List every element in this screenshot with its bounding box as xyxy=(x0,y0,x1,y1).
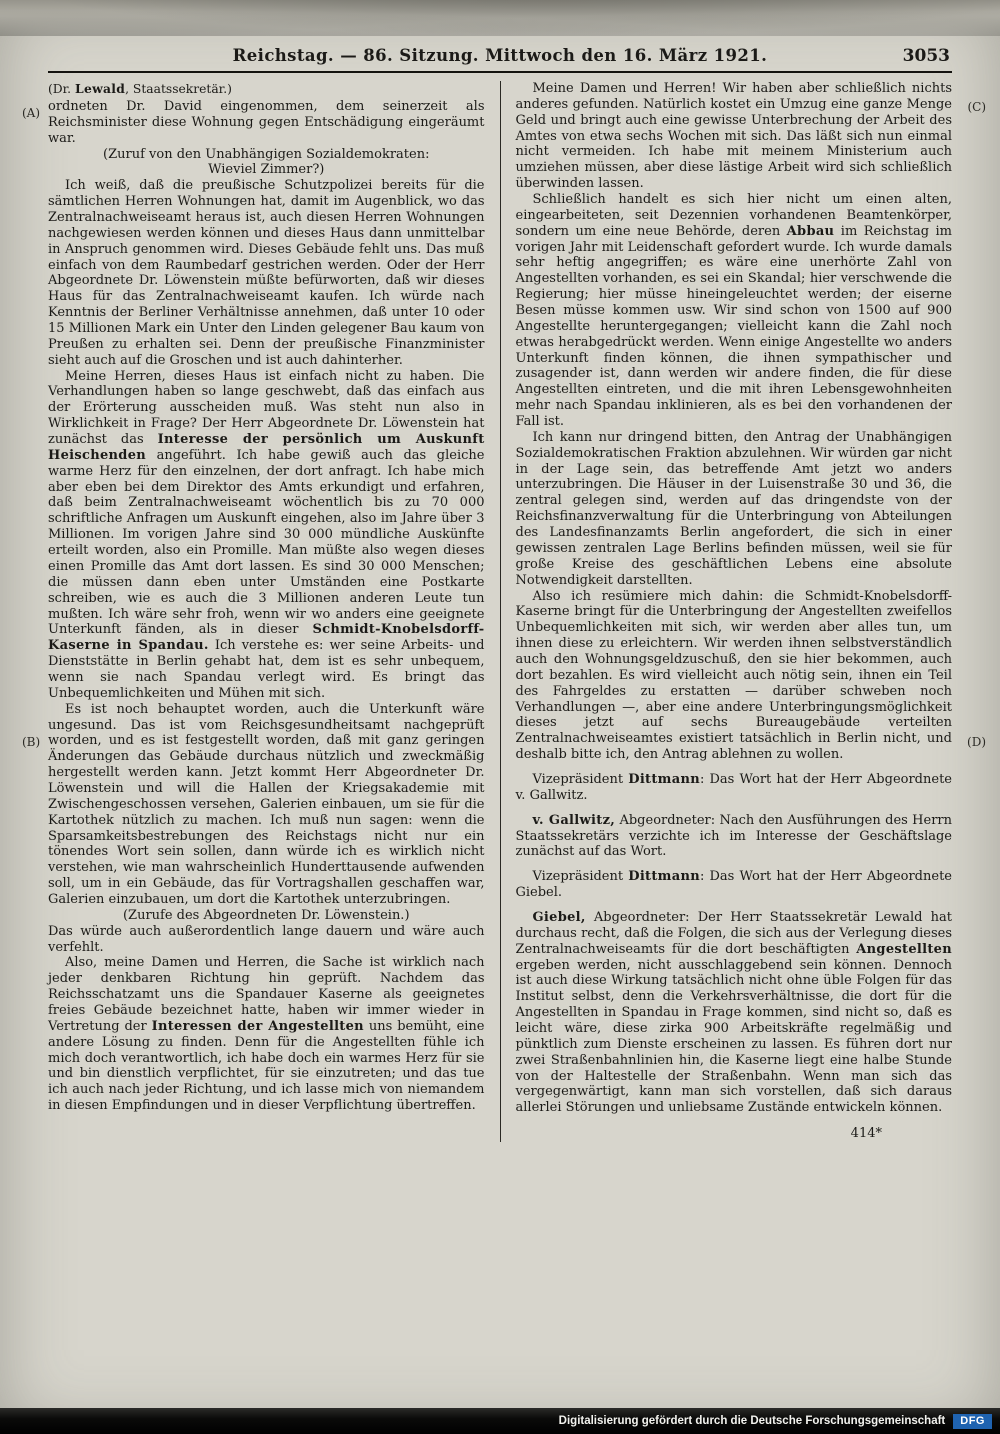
margin-marker-b: (B) xyxy=(22,735,41,749)
paragraph: ordneten Dr. David eingenommen, dem seinerzeit als Reichsminister diese Wohnung gegen Entschädigung eingeräumt war. xyxy=(48,99,485,146)
margin-marker-a: (A) xyxy=(22,106,41,120)
column-left xyxy=(48,81,500,1142)
paragraph: Giebel, Abgeordneter: Der Herr Staatssekretär Lewald hat durchaus recht, daß die Folgen, die sich aus der Verlegung dieses Zentralnachweiseamts für die dort beschäftigten Angestellten ergeben werden, nicht ausschlaggebend sein können. Dennoch ist auch diese Wirkung tatsächlich nicht ohne üble Folgen für das Institut selbst, denn die Verkehrsverhältnisse, die dort für die Angestellten in Spandau in Frage kommen, sind nicht so, daß es leicht wäre, diese zirka 900 Arbeitskräfte regelmäßig und pünktlich zum Dienste erscheinen zu lassen. Es führen dort nur zwei Straßenbahnlinien hin, die Kaserne liegt eine halbe Stunde von der Haltestelle der Straßenbahn. Wenn man sich das vergegenwärtigt, kann man sich vorstellen, daß sich daraus allerlei Störungen und unliebsame Zustände entwickeln können. xyxy=(515,909,952,1116)
paragraph: Schließlich handelt es sich hier nicht um einen alten, eingearbeiteten, seit Dezennien vorhandenen Beamtenkörper, sondern um eine neue Behörde, deren Abbau im Reichstag im vorigen Jahr mit Leidenschaft gefordert wurde. Ich wurde damals sehr heftig angegriffen; es wäre eine unerhörte Zahl von Angestellten vorhanden, es sei ein Skandal; hier verschwende die Regierung; hier müsse hineingeleuchtet werden; der eiserne Besen müsse kommen usw. Wir sind schon von 1500 auf 900 Angestellte heruntergegangen; vielleicht kann die Zahl noch etwas herabgedrückt werden. Wenn einige Angestellte wo anders Unterkunft finden können, die ihnen sympathischer und zusagender ist, dann werden wir andere finden, die für diese Angestellten eintreten, und die mit ihren Lebensgewohnheiten mehr nach Spandau inklinieren, als es bei den vorhandenen der Fall ist. xyxy=(515,192,952,430)
scan-edge-artifact xyxy=(0,0,1000,36)
margin-marker-d: (D) xyxy=(967,735,986,749)
paragraph: Also, meine Damen und Herren, die Sache ist wirklich nach jeder denkbaren Richtung hin geprüft. Nachdem das Reichsschatzamt uns die Spandauer Kaserne als geeignetes freies Gebäude bezeichnet hatte, haben wir immer wieder in Vertretung der Interessen der Angestellten uns bemüht, eine andere Lösung zu finden. Denn für die Angestellten fühle ich mich doch verantwortlich, ich habe doch ein warmes Herz für sie und bin dienstlich verpflichtet, für sie einzutreten; und das tue ich auch nach jeder Richtung, und ich lasse mich von niemandem in diesen Empfindungen und in dieser Verpflichtung übertreffen. xyxy=(48,955,485,1114)
paragraph: Meine Damen und Herren! Wir haben aber schließlich nichts anderes gefunden. Natürlich kostet ein Umzug eine ganze Menge Geld und bringt auch eine gewisse Unterbrechung der Arbeit des Amtes von etwa sechs Wochen mit sich. Das läßt sich nun einmal nicht vermeiden. Ich habe mit meinem Ministerium auch umziehen müssen, aber diese lästige Arbeit wird sich schließlich überwinden lassen. xyxy=(515,81,952,192)
paragraph: Ich weiß, daß die preußische Schutzpolizei bereits für die sämtlichen Herren Wohnungen hat, damit im Augenblick, wo das Zentralnachweiseamt heraus ist, auch diesen Herren Wohnungen nachgewiesen werden können und dieses Haus dann unmittelbar in Anspruch genommen wird. Dieses Gebäude fehlt uns. Das muß einfach von dem Raumbedarf gestrichen werden. Oder der Herr Abgeordnete Dr. Löwenstein müßte befürworten, daß wir dieses Haus für das Zentralnachweiseamt kaufen. Ich würde nach Kenntnis der Berliner Verhältnisse annehmen, daß unter 10 oder 15 Millionen Mark ein Unter den Linden gelegener Bau kaum von Preußen zu erhalten sei. Denn der preußische Finanzminister sieht auch auf die Groschen und ist auch dahinterher. xyxy=(48,178,485,368)
page-header xyxy=(48,46,952,73)
page-number: 3053 xyxy=(902,46,950,66)
dfg-logo: DFG xyxy=(953,1414,992,1429)
paragraph: Ich kann nur dringend bitten, den Antrag der Unabhängigen Sozialdemokratischen Fraktion abzulehnen. Wir würden gar nicht in der Lage sein, das betreffende Amt jetzt wo anders unterzubringen. Die Häuser in der Luisenstraße 30 und 36, die zentral gelegen sind, werden auf das dringendste von der Reichsfinanzverwaltung für die Unterbringung von Abteilungen des Landesfinanzamts Berlin angefordert, die sich in einer gewissen zentralen Lage Berlins befinden müssen, weil sie für große Kreise des geschäftlichen Lebens eine absolute Notwendigkeit darstellten. xyxy=(515,429,952,588)
paragraph: Also ich resümiere mich dahin: die Schmidt-Knobelsdorff-Kaserne bringt für die Unterbringung der Angestellten zweifellos Unbequemlichkeiten mit sich, wir werden aber alles tun, um ihnen diese zu erleichtern. Wir werden ihnen selbstverständlich auch den Wohnungsgeldzuschuß, den sie hier bekommen, auch dort bezahlen. Es wird vielleicht auch nötig sein, ihnen ein Teil des Fahrgeldes zu erstatten — darüber schweben noch Verhandlungen —, aber eine andere Unterbringungsmöglichkeit dieses jetzt auf sechs Bureaugebäude verteilten Zentralnachweiseamtes existiert tatsächlich in Berlin nicht, und deshalb bitte ich, den Antrag ablehnen zu wollen. xyxy=(515,588,952,763)
paragraph: (Zuruf von den Unabhängigen Sozialdemokraten: xyxy=(103,146,430,162)
paragraph: Wieviel Zimmer?) xyxy=(208,162,325,178)
paragraph: v. Gallwitz, Abgeordneter: Nach den Ausführungen des Herrn Staatssekretärs verzichte ich im Interesse der Geschäftslage zunächst auf das Wort. xyxy=(515,812,953,860)
paragraph: 414* xyxy=(850,1126,882,1142)
paragraph: Das würde auch außerordentlich lange dauern und wäre auch verfehlt. xyxy=(48,923,485,955)
paragraph: (Zurufe des Abgeordneten Dr. Löwenstein.) xyxy=(122,907,410,923)
paragraph: Vizepräsident Dittmann: Das Wort hat der Herr Abgeordnete v. Gallwitz. xyxy=(515,771,952,803)
paragraph: Es ist noch behauptet worden, auch die Unterkunft wäre ungesund. Das ist vom Reichsgesundheitsamt nachgeprüft worden, und es ist festgestellt worden, daß mit ganz geringen Änderungen das Gebäude durchaus nützlich und zweckmäßig hergestellt werden kann. Jetzt kommt Herr Abgeordneter Dr. Löwenstein und will die Hallen der Kriegsakademie mit Zwischengeschossen versehen, Galerien einbauen, um sie für die Kartothek nützlich zu machen. Ich muß nun sagen: wenn die Sparsamkeitsbestrebungen des Reichstags nicht nur ein tönendes Wort sein sollen, dann würde ich es wirklich nicht verstehen, wie man wahrscheinlich Hunderttausende aufwenden soll, um in ein Gebäude, das für Vortragshallen geschaffen war, Galerien einzubauen, um dort die Kartothek unterzubringen. xyxy=(48,701,485,907)
column-right-text xyxy=(516,81,953,1142)
paragraph: Meine Herren, dieses Haus ist einfach nicht zu haben. Die Verhandlungen haben so lange geschwebt, daß das einfach aus der Erörterung ausscheiden muß. Was steht nun also in Wirklichkeit in Frage? Der Herr Abgeordnete Dr. Löwenstein hat zunächst das Interesse der persönlich um Auskunft Heischenden angeführt. Ich habe gewiß auch das gleiche warme Herz für den einzelnen, der dort anfragt. Ich habe mich aber eben bei dem Direktor des Amts erkundigt und erfahren, daß beim Zentralnachweiseamt wöchentlich bis zu 70 000 schriftliche Anfragen um Auskunft eingehen, also im Jahre über 3 Millionen. Im vorigen Jahre sind 30 000 mündliche Auskünfte erteilt worden, also ein Promille. Man müßte also wegen dieses einen Promille das Amt dort lassen. Es sind 30 000 Menschen; die müssen dann eben unter Umständen eine Postkarte schreiben, wie es auch die 3 Millionen anderen Leute tun mußten. Ich wäre sehr froh, wenn wir wo anders eine geeignete Unterkunft fänden, als in dieser Schmidt-Knobelsdorff-Kaserne in Spandau. Ich verstehe es: wer seine Arbeits- und Dienststätte in Berlin gehabt hat, dem ist es sehr unbequem, wenn sie nach Spandau verlegt wird. Es bringt das Unbequemlichkeiten und Mühen mit sich. xyxy=(48,368,485,701)
paragraph: (Dr. Lewald, Staatssekretär.) xyxy=(48,81,232,96)
digitization-note: Digitalisierung gefördert durch die Deutsche Forschungsgemeinschaft xyxy=(558,1415,946,1427)
column-left-text xyxy=(48,81,485,1114)
paragraph: Vizepräsident Dittmann: Das Wort hat der Herr Abgeordnete Giebel. xyxy=(515,869,952,901)
header-title: Reichstag. — 86. Sitzung. Mittwoch den 16. März 1921. xyxy=(232,46,768,65)
column-right xyxy=(500,81,953,1142)
digitization-footer xyxy=(0,1408,1000,1434)
margin-marker-c: (C) xyxy=(967,100,986,114)
page-content xyxy=(48,81,952,1142)
